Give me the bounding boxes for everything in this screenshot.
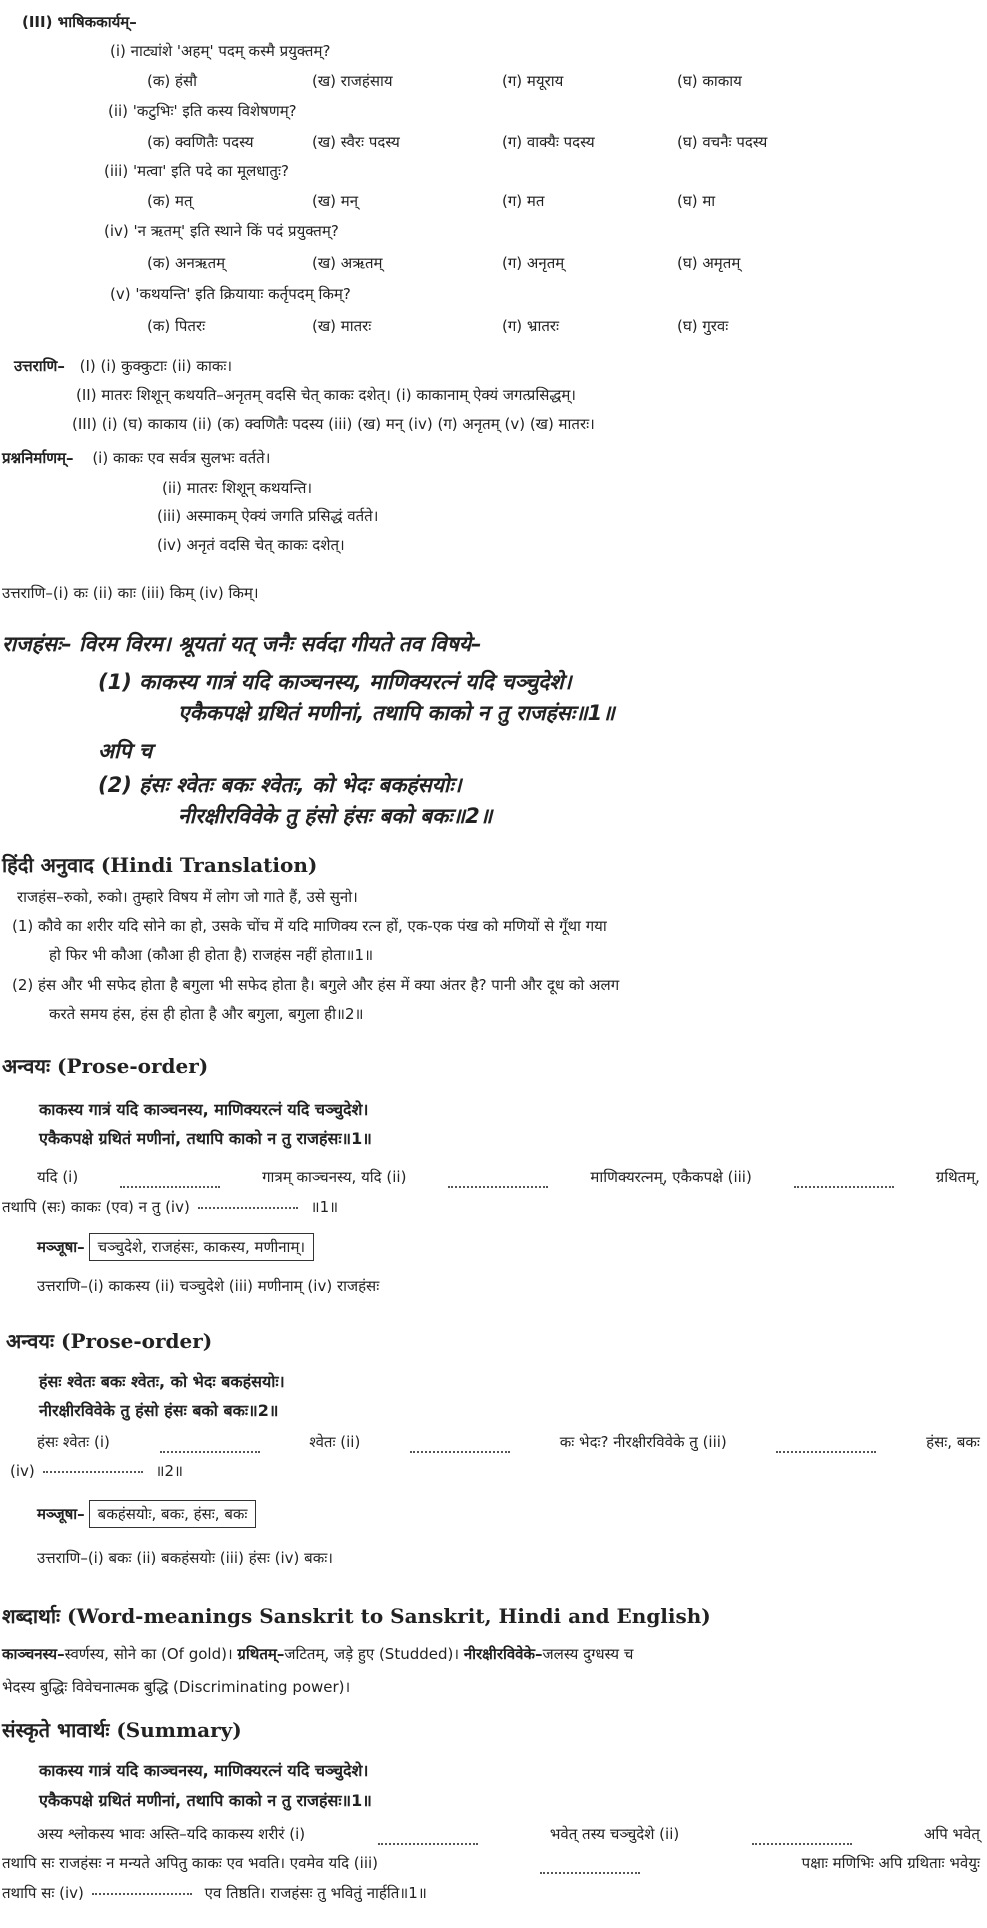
fill-text: माणिक्यरत्नम्, एकैकपक्षे (iii): [590, 1168, 752, 1186]
prose-verse-line: एकैकपक्षे ग्रथितं मणीनां, तथापि काको न तु राजहंसः॥1॥: [39, 1129, 372, 1148]
fill-text: ॥2॥: [155, 1462, 184, 1480]
verse-1-line-1: (1) काकस्य गात्रं यदि काञ्चनस्य, माणिक्यरत्नं यदि चञ्चुदेशे।: [98, 670, 572, 694]
option: (क) मत्: [147, 192, 193, 210]
option: (ग) अनृतम्: [502, 254, 565, 272]
meaning: स्वर्णस्य, सोने का (Of gold)।: [64, 1645, 233, 1663]
fill-text: श्वेतः (ii): [309, 1433, 361, 1451]
verse-api-ca: अपि च: [98, 739, 153, 763]
verse-speaker-line: राजहंसः– विरम विरम। श्रूयतां यत् जनैः सर्वदा गीयते तव विषये–: [2, 632, 482, 656]
options-5: [0, 315, 987, 337]
option: (घ) गुरवः: [677, 317, 729, 335]
fill-text: एव तिष्ठति। राजहंसः तु भवितुं नार्हति॥1॥: [204, 1884, 427, 1902]
formation-item: (ii) मातरः शिशून् कथयन्ति।: [162, 479, 313, 497]
fill-text: कः भेदः? नीरक्षीरविवेके तु (iii): [559, 1433, 727, 1451]
fill-text: भवेत् तस्य चञ्चुदेशे (ii): [549, 1825, 680, 1843]
blank[interactable]: [120, 1166, 220, 1188]
fill-blank-line: [37, 1431, 980, 1453]
option: (क) क्वणितैः पदस्य: [147, 133, 254, 151]
fill-text: हंसः, बकः: [926, 1433, 980, 1451]
formation-answers: उत्तराणि–(i) कः (ii) काः (iii) किम् (iv) किम्।: [2, 584, 259, 602]
fill-blank-line: [37, 1823, 980, 1845]
fill-text: तथापि (सः) काकः (एव) न तु (iv): [2, 1198, 190, 1216]
hindi-line: (1) कौवे का शरीर यदि सोने का हो, उसके चोंच में यदि माणिक्य रत्न हों, एक-एक पंख को मणियों से गूँथा गया: [12, 917, 607, 935]
option: (क) हंसौ: [147, 72, 197, 90]
option: (ग) वाक्यैः पदस्य: [502, 133, 595, 151]
word-box-line: [37, 1500, 256, 1528]
fill-blank-line: [37, 1166, 980, 1188]
fill-text: ॥1॥: [310, 1198, 339, 1216]
question-3: (iii) 'मत्वा' इति पदे का मूलधातुः?: [104, 162, 289, 180]
option: (क) पितरः: [147, 317, 206, 335]
summary-verse-line: काकस्य गात्रं यदि काञ्चनस्य, माणिक्यरत्नं यदि चञ्चुदेशे।: [39, 1761, 369, 1780]
word-meanings-line: [2, 1643, 633, 1665]
question-formation-line-1: [2, 447, 270, 469]
hindi-line: करते समय हंस, हंस ही होता है और बगुला, बगुला ही॥2॥: [49, 1005, 364, 1023]
question-1: (i) नाट्यांशे 'अहम्' पदम् कस्मै प्रयुक्तम्?: [110, 42, 331, 60]
verse-2-line-2: नीरक्षीरविवेके तु हंसो हंसः बको बकः॥2॥: [178, 804, 493, 828]
question-4: (iv) 'न ऋतम्' इति स्थाने किं पदं प्रयुक्तम्?: [104, 222, 339, 240]
hindi-line: हो फिर भी कौआ (कौआ ही होता है) राजहंस नहीं होता॥1॥: [49, 946, 374, 964]
answers-line-3: (III) (i) (घ) काकाय (ii) (क) क्वणितैः पदस्य (iii) (ख) मन् (iv) (ग) अनृतम् (v) (ख) मातरः।: [72, 415, 595, 433]
meaning: जलस्य दुग्धस्य च: [542, 1645, 634, 1663]
word: नीरक्षीरविवेके–: [463, 1645, 543, 1663]
fill-blank-line: [10, 1460, 183, 1482]
blank[interactable]: [540, 1852, 640, 1874]
options-1: [0, 70, 987, 92]
fill-blank-line: [2, 1196, 338, 1218]
blank[interactable]: [92, 1893, 192, 1895]
question-formation-label: प्रश्ननिर्माणम्–: [2, 449, 74, 467]
prose-answers: उत्तराणि–(i) काकस्य (ii) चञ्चुदेशे (iii) मणीनाम् (iv) राजहंसः: [37, 1277, 380, 1295]
fill-text: यदि (i): [37, 1168, 79, 1186]
prose-order-heading: अन्वयः (Prose-order): [6, 1329, 213, 1353]
option: (क) अनऋतम्: [147, 254, 226, 272]
fill-text: (iv): [10, 1462, 35, 1480]
options-2: [0, 131, 987, 153]
option: (घ) वचनैः पदस्य: [677, 133, 768, 151]
blank[interactable]: [776, 1431, 876, 1453]
question-5: (v) 'कथयन्ति' इति क्रियायाः कर्तृपदम् किम्?: [110, 285, 351, 303]
fill-blank-line: [2, 1882, 427, 1904]
answers-label: उत्तराणि–: [14, 357, 65, 375]
word-meanings-line: भेदस्य बुद्धिः विवेचनात्मक बुद्धि (Discriminating power)।: [2, 1678, 351, 1696]
fill-text: तथापि सः राजहंसः न मन्यते अपितु काकः एव भवति। एवमेव यदि (iii): [2, 1854, 379, 1872]
hindi-line: राजहंस–रुको, रुको। तुम्हारे विषय में लोग जो गाते हैं, उसे सुनो।: [17, 888, 358, 906]
meaning: जटितम्, जड़े हुए (Studded)।: [284, 1645, 460, 1663]
option: (ख) मन्: [312, 192, 359, 210]
blank[interactable]: [43, 1471, 143, 1473]
fill-text: गात्रम् काञ्चनस्य, यदि (ii): [262, 1168, 407, 1186]
option: (ख) स्वैरः पदस्य: [312, 133, 400, 151]
word: काञ्चनस्य–: [2, 1645, 65, 1663]
question-2: (ii) 'कटुभिः' इति कस्य विशेषणम्?: [108, 102, 297, 120]
fill-text: पक्षाः मणिभिः अपि ग्रथिताः भवेयुः: [801, 1854, 980, 1872]
fill-text: हंसः श्वेतः (i): [37, 1433, 110, 1451]
hindi-translation-heading: हिंदी अनुवाद (Hindi Translation): [2, 853, 318, 877]
option: (ख) अऋतम्: [312, 254, 383, 272]
blank[interactable]: [410, 1431, 510, 1453]
formation-item: (iii) अस्माकम् ऐक्यं जगति प्रसिद्धं वर्तते।: [157, 507, 379, 525]
verse-2-line-1: (2) हंसः श्वेतः बकः श्वेतः, को भेदः बकहंसयोः।: [98, 773, 462, 797]
option: (ग) भ्रातरः: [502, 317, 560, 335]
formation-item: (i) काकः एव सर्वत्र सुलभः वर्तते।: [92, 449, 271, 467]
fill-blank-line: [2, 1852, 980, 1874]
options-4: [0, 252, 987, 274]
summary-verse-line: एकैकपक्षे ग्रथितं मणीनां, तथापि काको न तु राजहंसः॥1॥: [39, 1791, 372, 1810]
fill-text: अपि भवेत्: [923, 1825, 980, 1843]
formation-item: (iv) अनृतं वदसि चेत् काकः दशेत्।: [157, 536, 345, 554]
option: (ख) राजहंसाय: [312, 72, 393, 90]
answer-text: (I) (i) कुक्कुटाः (ii) काकः।: [79, 357, 233, 375]
blank[interactable]: [378, 1823, 478, 1845]
word: ग्रथितम्–: [237, 1645, 285, 1663]
option: (घ) काकाय: [677, 72, 742, 90]
fill-text: ग्रथितम्,: [935, 1168, 980, 1186]
summary-heading: संस्कृते भावार्थः (Summary): [2, 1718, 242, 1742]
verse-1-line-2: एकैकपक्षे ग्रथितं मणीनां, तथापि काको न तु राजहंसः॥1॥: [178, 701, 615, 725]
options-3: [0, 190, 987, 212]
option: (घ) मा: [677, 192, 716, 210]
word-box: चञ्चुदेशे, राजहंसः, काकस्य, मणीनाम्।: [89, 1233, 314, 1261]
word-box: बकहंसयोः, बकः, हंसः, बकः: [89, 1500, 257, 1528]
prose-verse-line: नीरक्षीरविवेके तु हंसो हंसः बको बकः॥2॥: [39, 1401, 279, 1420]
section-heading: (III) भाषिककार्यम्–: [22, 13, 137, 31]
blank[interactable]: [160, 1431, 260, 1453]
prose-verse-line: काकस्य गात्रं यदि काञ्चनस्य, माणिक्यरत्नं यदि चञ्चुदेशे।: [39, 1100, 369, 1119]
prose-verse-line: हंसः श्वेतः बकः श्वेतः, को भेदः बकहंसयोः।: [39, 1372, 285, 1391]
word-box-line: [37, 1233, 314, 1261]
answers-line-1: [14, 355, 232, 377]
fill-text: तथापि सः (iv): [2, 1884, 84, 1902]
option: (घ) अमृतम्: [677, 254, 741, 272]
option: (ख) मातरः: [312, 317, 372, 335]
blank[interactable]: [448, 1166, 548, 1188]
fill-text: अस्य श्लोकस्य भावः अस्ति–यदि काकस्य शरीरं (i): [37, 1825, 306, 1843]
prose-answers: उत्तराणि–(i) बकः (ii) बकहंसयोः (iii) हंसः (iv) बकः।: [37, 1549, 333, 1567]
prose-order-heading: अन्वयः (Prose-order): [2, 1054, 209, 1078]
blank[interactable]: [794, 1166, 894, 1188]
word-box-label: मञ्जूषा–: [37, 1505, 85, 1523]
answers-line-2: (II) मातरः शिशून् कथयति–अनृतम् वदसि चेत् काकः दशेत्। (i) काकानाम् ऐक्यं जगत्प्रसिद्धम्।: [76, 386, 576, 404]
word-meanings-heading: शब्दार्थाः (Word-meanings Sanskrit to Sanskrit, Hindi and English): [2, 1604, 711, 1628]
option: (ग) मत: [502, 192, 545, 210]
word-box-label: मञ्जूषा–: [37, 1238, 85, 1256]
option: (ग) मयूराय: [502, 72, 564, 90]
hindi-line: (2) हंस और भी सफेद होता है बगुला भी सफेद होता है। बगुले और हंस में क्या अंतर है? पानी और दूध को अलग: [12, 976, 620, 994]
blank[interactable]: [198, 1207, 298, 1209]
blank[interactable]: [752, 1823, 852, 1845]
